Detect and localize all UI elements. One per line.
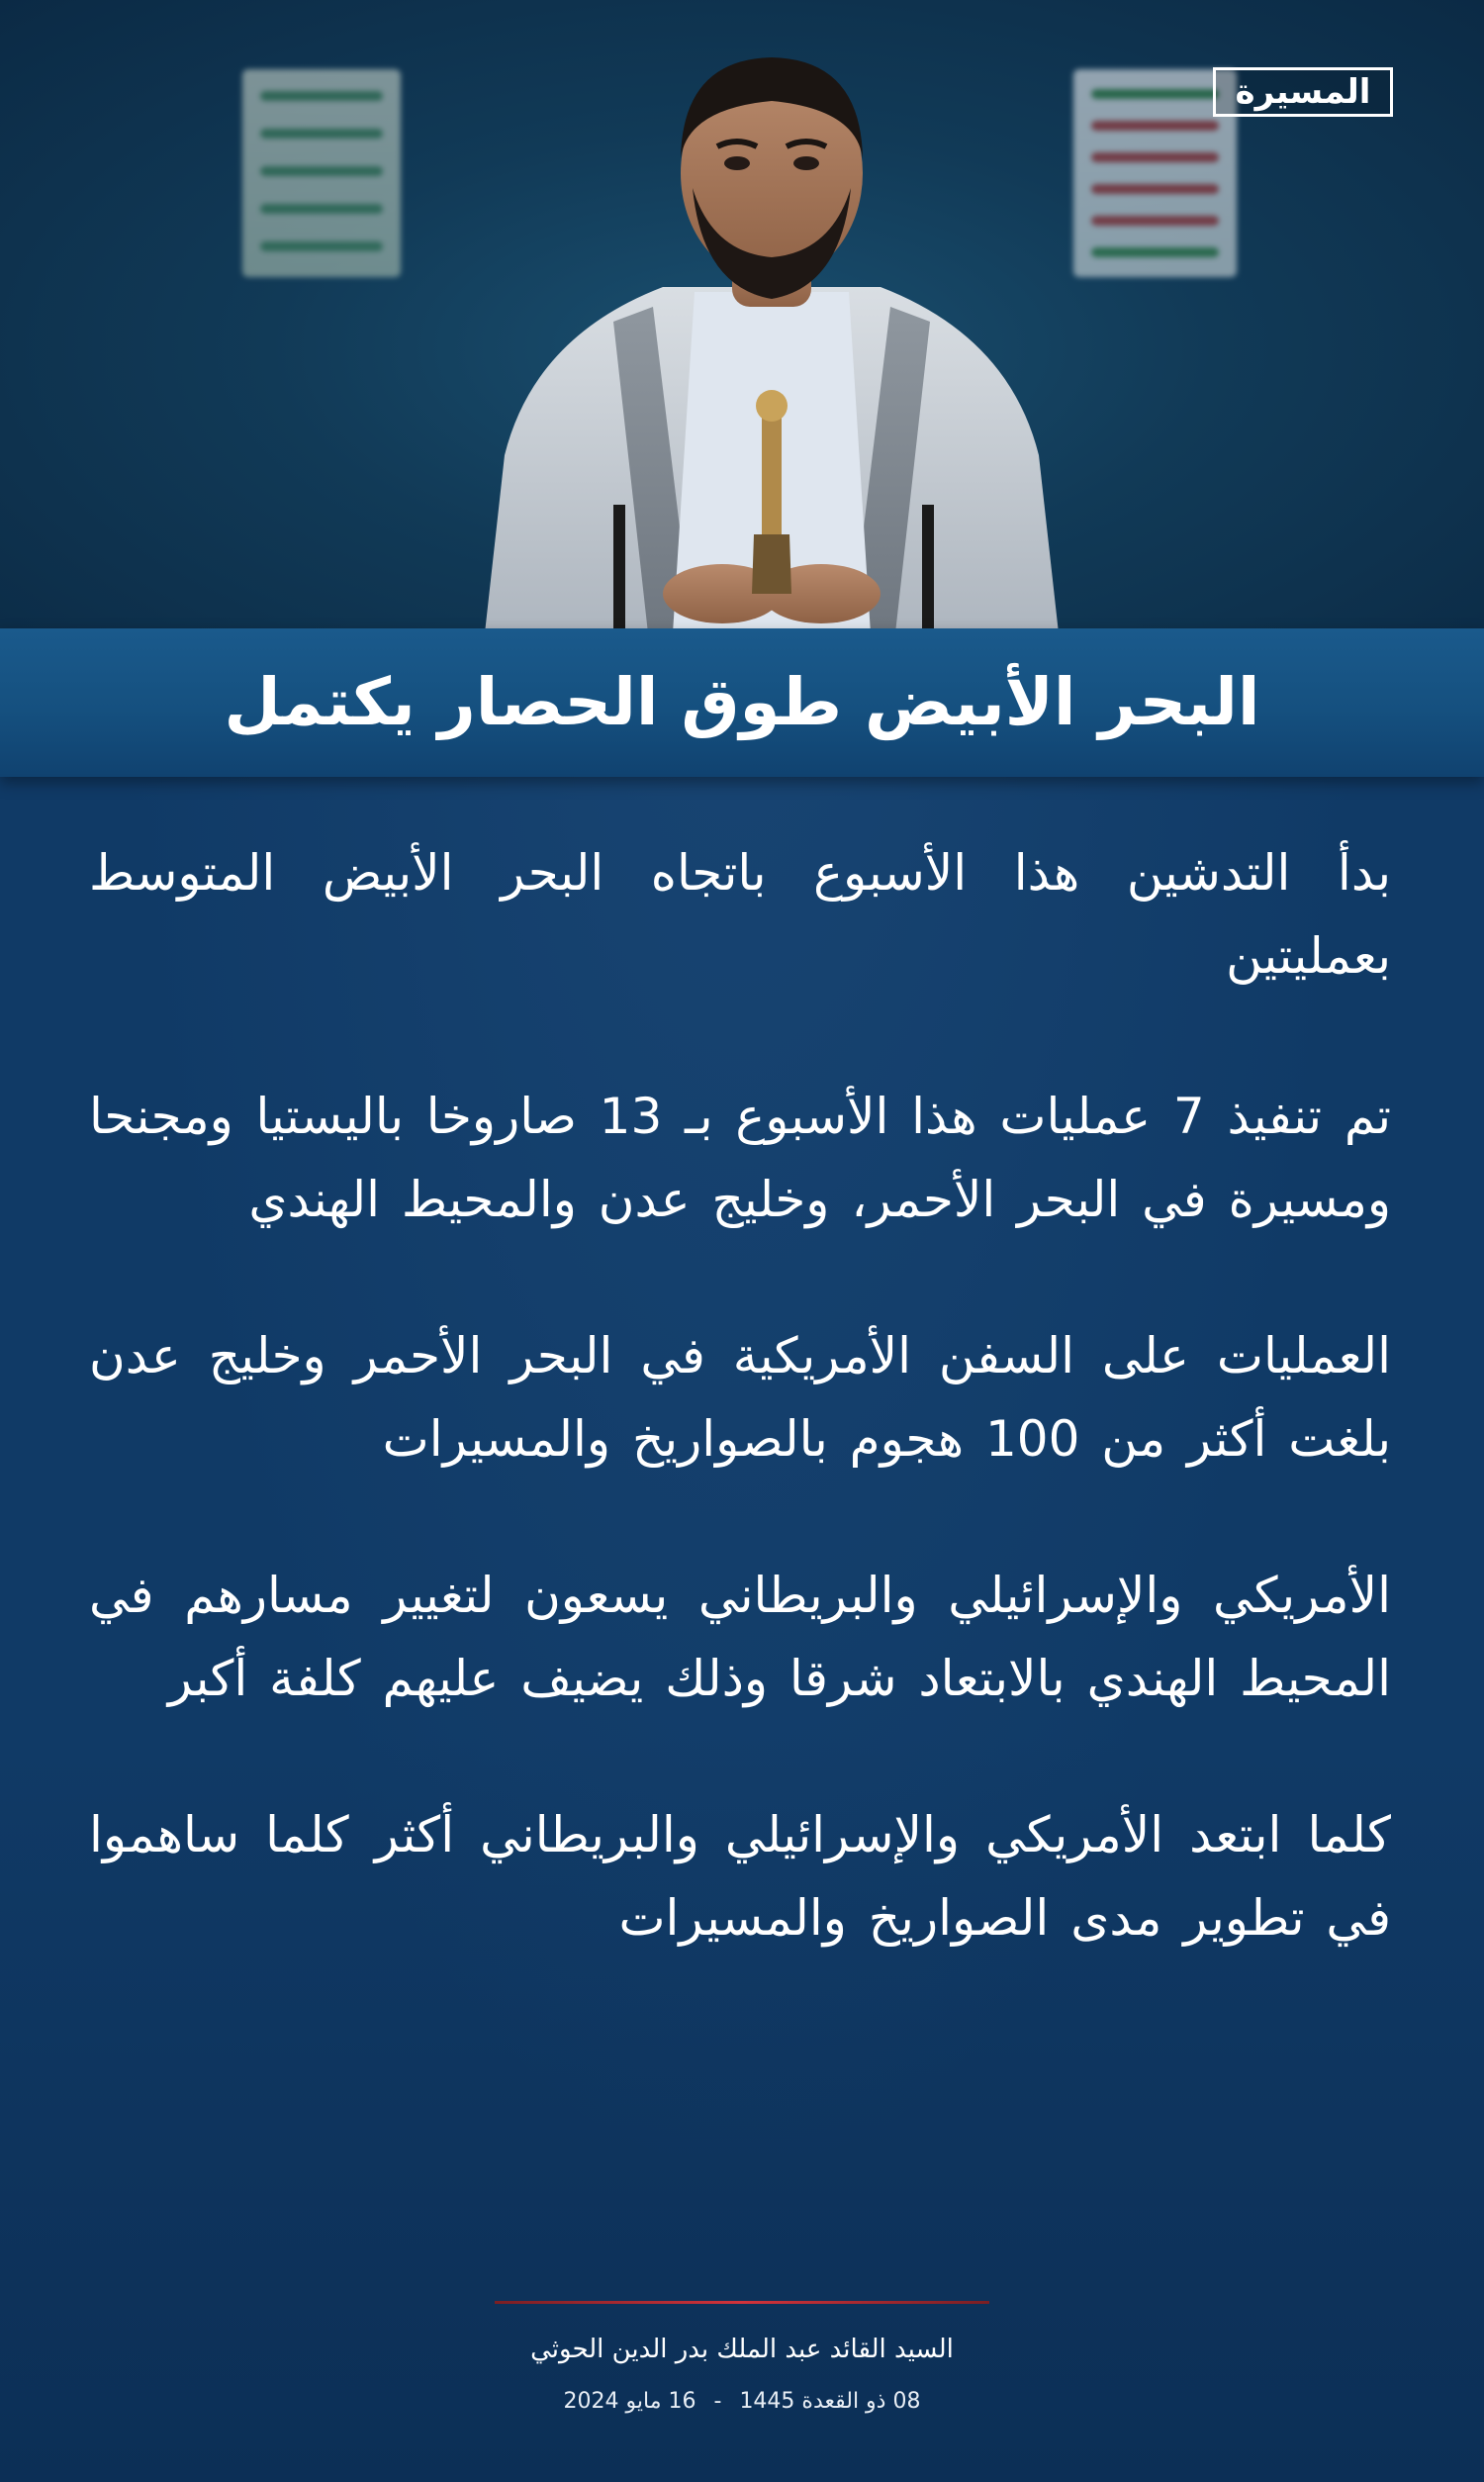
footer bbox=[0, 2301, 1484, 2419]
statements bbox=[89, 831, 1391, 2033]
footer-divider bbox=[495, 2301, 989, 2304]
channel-logo bbox=[1213, 67, 1393, 117]
hero-image bbox=[0, 0, 1484, 633]
statement-4: الأمريكي والإسرائيلي والبريطاني يسعون لتغيير مسارهم في المحيط الهندي بالابتعاد شرقا وذلك يضيف عليهم كلفة أكبر bbox=[89, 1567, 1391, 1707]
headline-bar bbox=[0, 628, 1484, 777]
headline: البحر الأبيض طوق الحصار يكتمل bbox=[224, 664, 1260, 741]
statement-3: العمليات على السفن الأمريكية في البحر الأحمر وخليج عدن بلغت أكثر من 100 هجوم بالصواريخ والمسيرات bbox=[89, 1327, 1391, 1468]
gregorian-date: 16 مايو 2024 bbox=[563, 2389, 696, 2414]
background-banner-left bbox=[242, 69, 401, 277]
statement-5: كلما ابتعد الأمريكي والإسرائيلي والبريطاني أكثر كلما ساهموا في تطوير مدى الصواريخ والمسيرات bbox=[89, 1806, 1391, 1947]
speaker-name: السيد القائد عبد الملك بدر الدين الحوثي bbox=[530, 2335, 954, 2364]
hijri-date: 08 ذو القعدة 1445 bbox=[739, 2389, 921, 2414]
logo-text: المسيرة bbox=[1235, 72, 1371, 112]
statement-2: تم تنفيذ 7 عمليات هذا الأسبوع بـ 13 صاروخا باليستيا ومجنحا ومسيرة في البحر الأحمر، وخليج عدن والمحيط الهندي bbox=[89, 1088, 1392, 1228]
statement-1: بدأ التدشين هذا الأسبوع باتجاه البحر الأبيض المتوسط بعمليتين bbox=[89, 844, 1391, 985]
speaker-portrait bbox=[465, 40, 1078, 633]
date-line bbox=[0, 2385, 1484, 2419]
date-separator: - bbox=[713, 2389, 722, 2414]
